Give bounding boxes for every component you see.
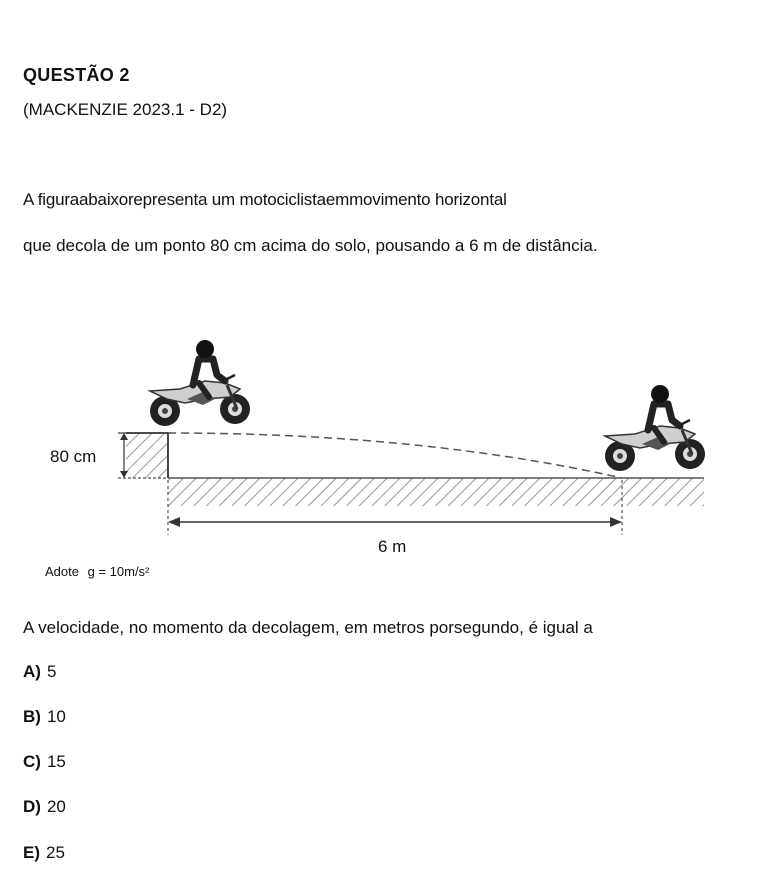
trajectory-curve bbox=[168, 433, 622, 478]
svg-text:Adote g = 10m/s² bbox=[45, 564, 150, 579]
question-prompt: A velocidade, no momento da decolagem, em metros porsegundo, é igual a bbox=[23, 618, 593, 637]
motorcycle-jump-figure bbox=[0, 330, 767, 590]
platform-hatch bbox=[126, 433, 168, 478]
motorcycle-takeoff-illustration bbox=[150, 340, 250, 426]
option-value: 20 bbox=[46, 797, 66, 816]
option-b[interactable] bbox=[23, 707, 66, 727]
option-value: 15 bbox=[46, 752, 66, 771]
ground-hatch bbox=[168, 478, 704, 506]
option-a[interactable] bbox=[23, 662, 56, 682]
distance-arrowhead-left bbox=[168, 517, 180, 527]
statement-line-1: A figuraabaixorepresenta um motociclistaemmovimento horizontal bbox=[23, 190, 507, 209]
option-value: 25 bbox=[46, 843, 65, 862]
option-letter: C) bbox=[23, 752, 41, 771]
question-title: QUESTÃO 2 bbox=[23, 65, 130, 85]
option-letter: A) bbox=[23, 662, 41, 681]
height-label: 80 cm bbox=[50, 447, 97, 466]
option-letter: D) bbox=[23, 797, 41, 816]
motorcycle-landing-illustration bbox=[605, 385, 705, 471]
option-letter: E) bbox=[23, 843, 40, 862]
gravity-prefix: Adote bbox=[45, 564, 79, 579]
distance-label: 6 m bbox=[378, 537, 407, 556]
option-c[interactable] bbox=[23, 752, 66, 772]
option-value: 5 bbox=[46, 662, 57, 681]
option-value: 10 bbox=[46, 707, 66, 726]
question-source: (MACKENZIE 2023.1 - D2) bbox=[23, 100, 228, 119]
option-letter: B) bbox=[23, 707, 41, 726]
gravity-value: g = 10m/s² bbox=[87, 564, 150, 579]
option-d[interactable] bbox=[23, 797, 66, 817]
distance-arrowhead-right bbox=[610, 517, 622, 527]
option-e[interactable] bbox=[23, 843, 65, 863]
statement-line-2: que decola de um ponto 80 cm acima do solo, pousando a 6 m de distância. bbox=[23, 236, 598, 255]
